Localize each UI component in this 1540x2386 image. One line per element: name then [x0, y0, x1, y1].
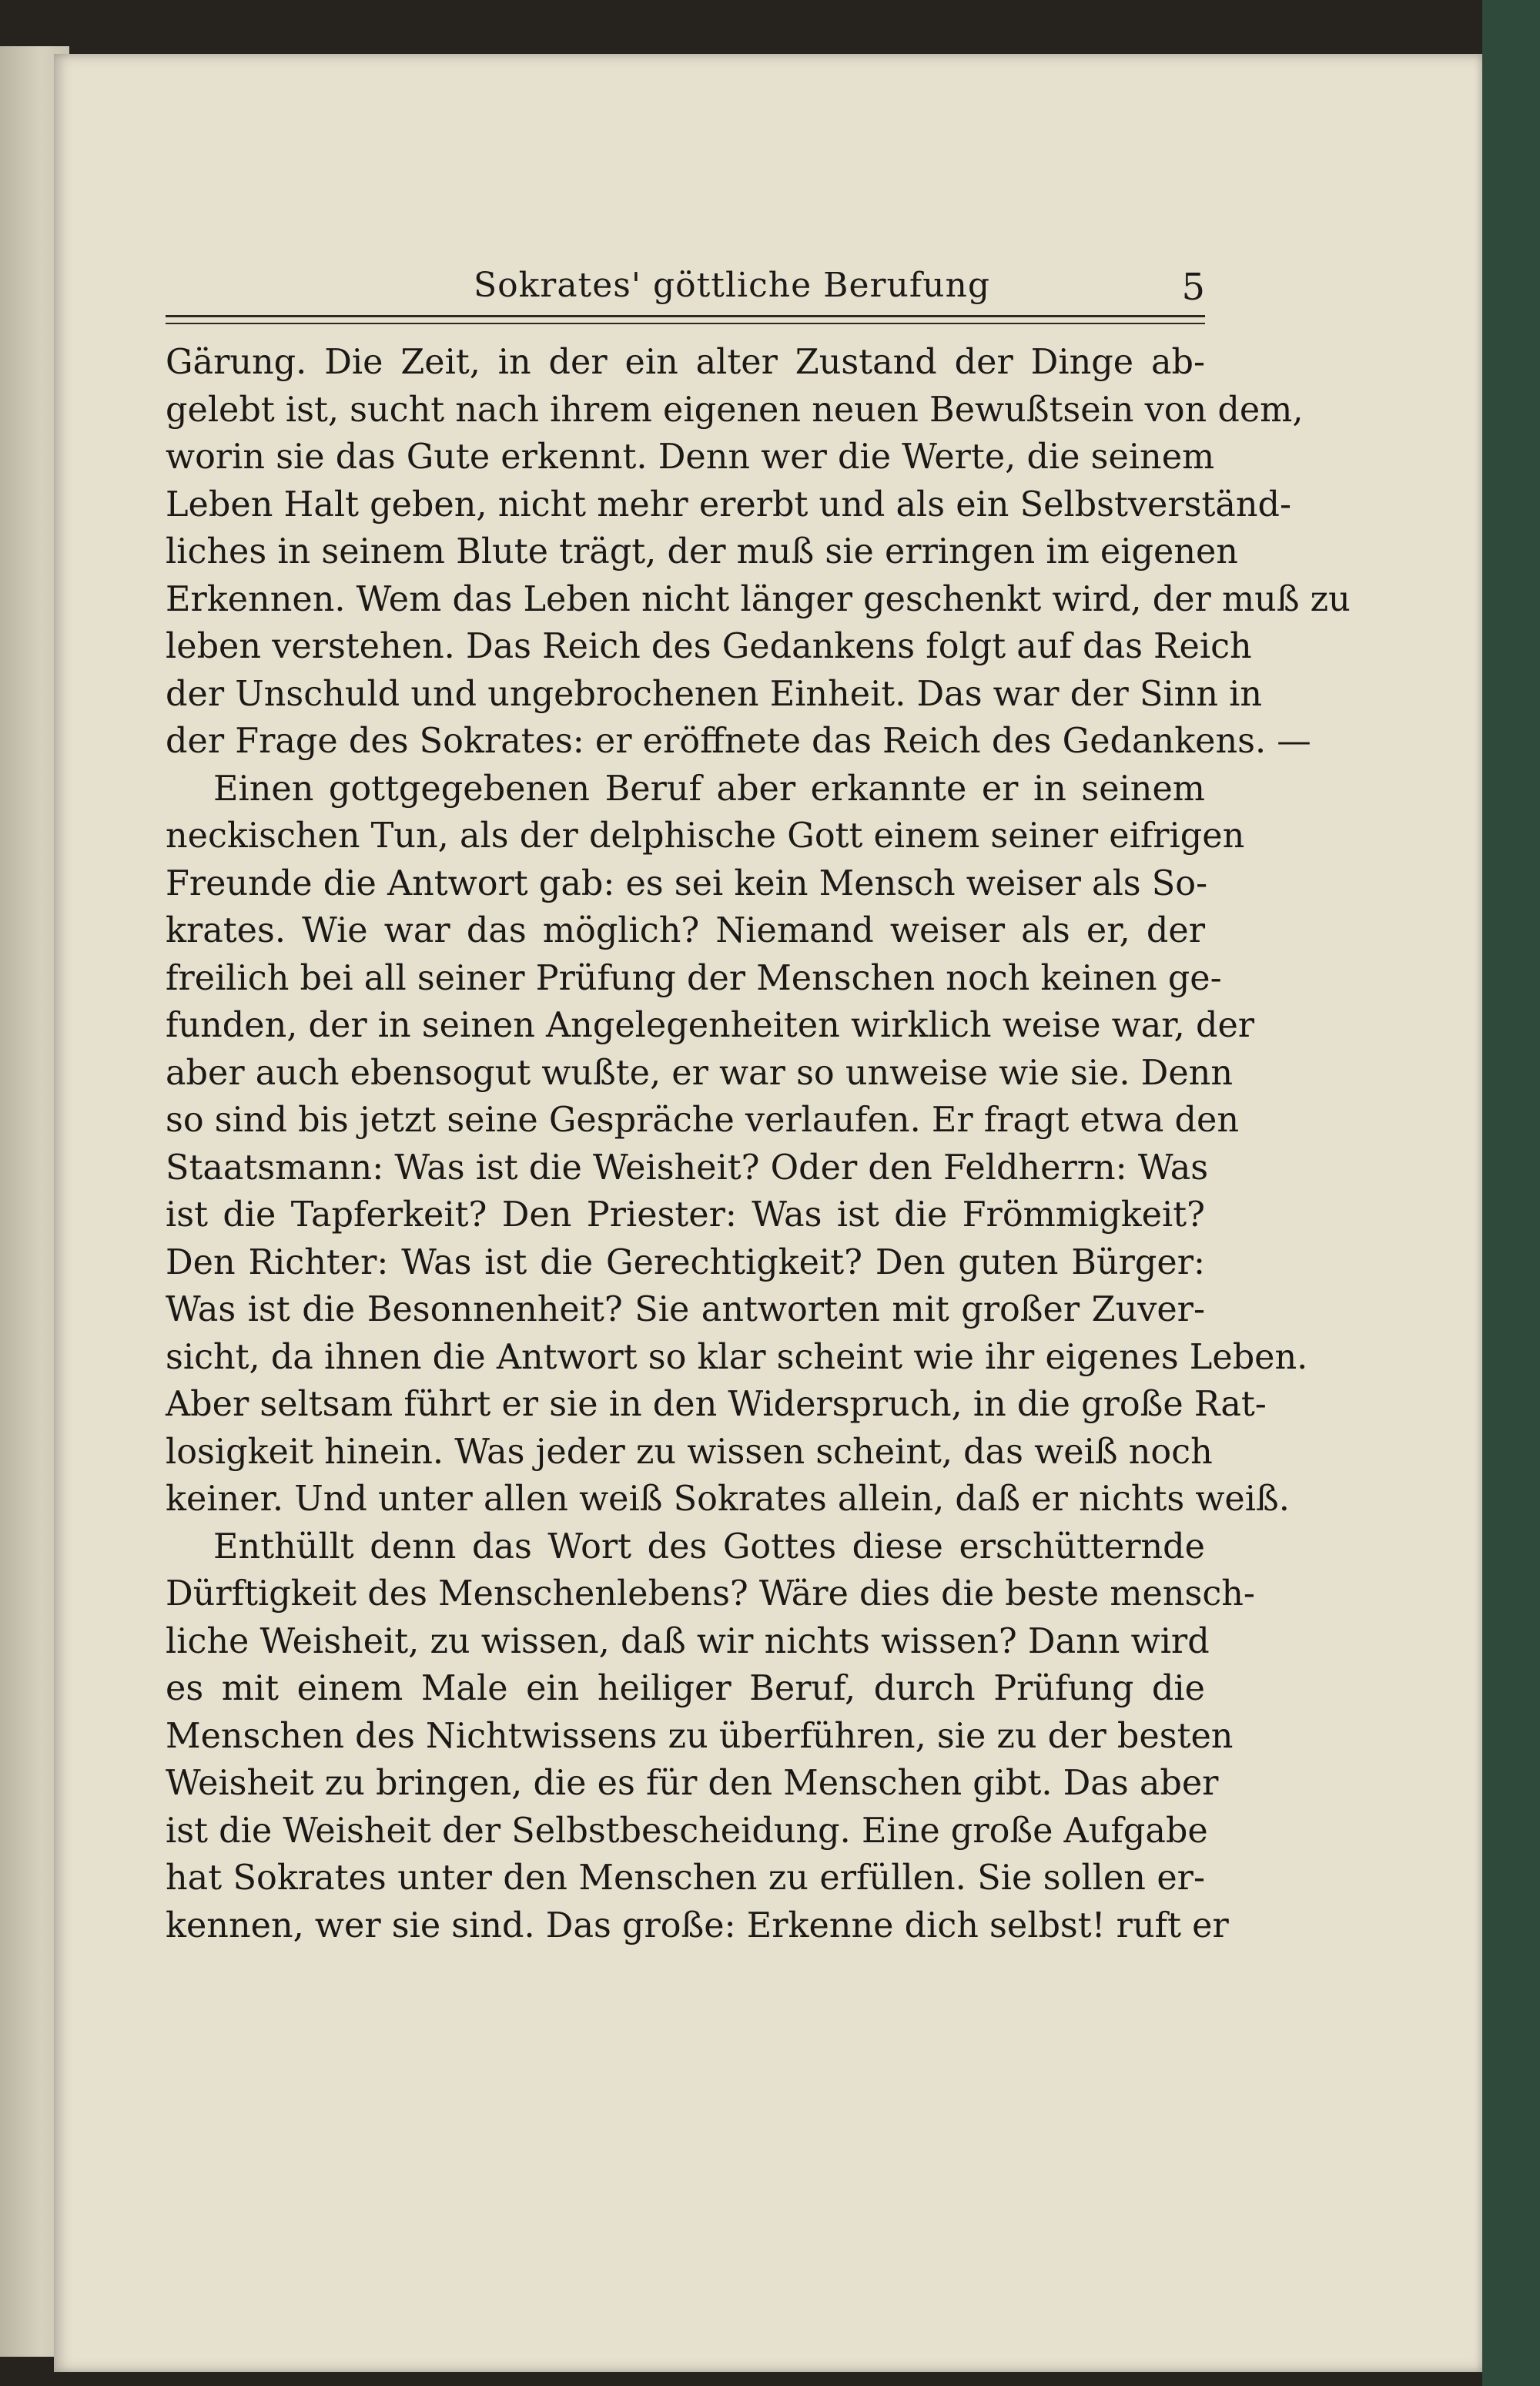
text-line: leben verstehen. Das Reich des Gedankens folgt auf das Reich — [166, 627, 1252, 666]
text-line: Aber seltsam führt er sie in den Widerspruch, in die große Rat- — [166, 1385, 1267, 1424]
header-rule — [166, 315, 1205, 317]
text-line: es mit einem Male ein heiliger Beruf, durch Prüfung die — [166, 1669, 1205, 1708]
text-line: Erkennen. Wem das Leben nicht länger geschenkt wird, der muß zu — [166, 579, 1351, 619]
text-line: hat Sokrates unter den Menschen zu erfüllen. Sie sollen er- — [166, 1858, 1205, 1898]
text-line: keiner. Und unter allen weiß Sokrates allein, daß er nichts weiß. — [166, 1480, 1290, 1519]
text-line: worin sie das Gute erkennt. Denn wer die Werte, die seinem — [166, 437, 1215, 477]
text-line: losigkeit hinein. Was jeder zu wissen scheint, das weiß noch — [166, 1432, 1213, 1472]
text-line: gelebt ist, sucht nach ihrem eigenen neuen Bewußtsein von dem, — [166, 390, 1304, 430]
text-line: Weisheit zu bringen, die es für den Menschen gibt. Das aber — [166, 1764, 1219, 1803]
page-number: 5 — [1181, 266, 1205, 309]
text-line: Leben Halt geben, nicht mehr ererbt und als ein Selbstverständ- — [166, 484, 1292, 524]
text-line: ist die Weisheit der Selbstbescheidung. Eine große Aufgabe — [166, 1811, 1208, 1851]
text-line: Staatsmann: Was ist die Weisheit? Oder den Feldherrn: Was — [166, 1148, 1209, 1188]
text-line: liches in seinem Blute trägt, der muß sie erringen im eigenen — [166, 532, 1238, 571]
text-line: so sind bis jetzt seine Gespräche verlaufen. Er fragt etwa den — [166, 1101, 1240, 1140]
text-line: Enthüllt denn das Wort des Gottes diese erschütternde — [213, 1526, 1205, 1567]
text-line: aber auch ebensogut wußte, er war so unweise wie sie. Denn — [166, 1053, 1233, 1093]
text-line: der Unschuld und ungebrochenen Einheit. Das war der Sinn in — [166, 674, 1263, 714]
text-line: Gärung. Die Zeit, in der ein alter Zustand der Dinge ab- — [166, 343, 1205, 382]
text-line: Menschen des Nichtwissens zu überführen, sie zu der besten — [166, 1716, 1234, 1756]
text-line: kennen, wer sie sind. Das große: Erkenne dich selbst! ruft er — [166, 1905, 1229, 1945]
text-line: liche Weisheit, zu wissen, daß wir nichts wissen? Dann wird — [166, 1621, 1210, 1661]
body-text — [166, 339, 1351, 1949]
running-head: Sokrates' göttliche Berufung — [474, 266, 990, 305]
book-cover-edge — [1482, 0, 1540, 2386]
text-line: ist die Tapferkeit? Den Priester: Was ist die Frömmigkeit? — [166, 1195, 1205, 1235]
text-line: Was ist die Besonnenheit? Sie antworten mit großer Zuver- — [166, 1290, 1205, 1329]
text-line: Einen gottgegebenen Beruf aber erkannte er in seinem — [213, 769, 1205, 809]
text-line: funden, der in seinen Angelegenheiten wirklich weise war, der — [166, 1006, 1255, 1045]
page-header — [166, 266, 1205, 320]
text-line: sicht, da ihnen die Antwort so klar scheint wie ihr eigenes Leben. — [166, 1337, 1308, 1377]
text-line: krates. Wie war das möglich? Niemand weiser als er, der — [166, 911, 1205, 950]
text-line: Den Richter: Was ist die Gerechtigkeit? Den guten Bürger: — [166, 1242, 1205, 1282]
text-line: Dürftigkeit des Menschenlebens? Wäre dies die beste mensch- — [166, 1574, 1255, 1614]
text-line: neckischen Tun, als der delphische Gott einem seiner eifrigen — [166, 816, 1245, 856]
text-line: freilich bei all seiner Prüfung der Menschen noch keinen ge- — [166, 958, 1222, 998]
header-rule-thin — [166, 323, 1205, 324]
text-line: Freunde die Antwort gab: es sei kein Mensch weiser als So- — [166, 863, 1208, 903]
text-line: der Frage des Sokrates: er eröffnete das Reich des Gedankens. — — [166, 722, 1311, 761]
